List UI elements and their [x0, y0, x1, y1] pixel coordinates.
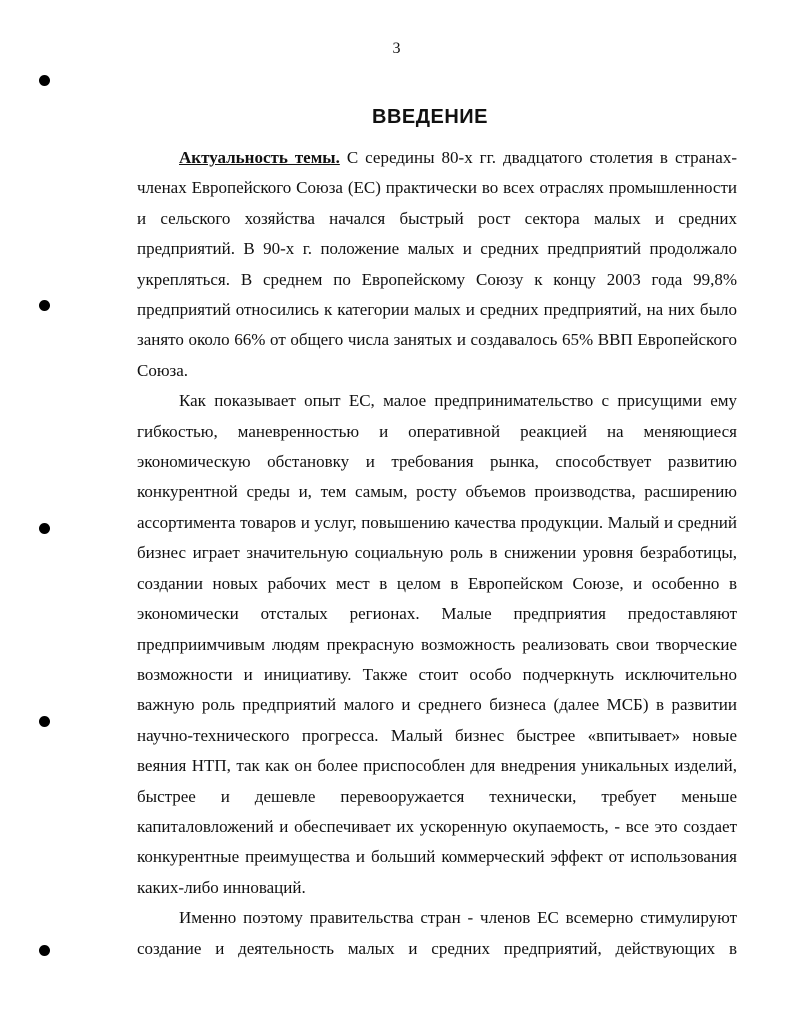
binder-hole-mark — [39, 523, 50, 534]
paragraph-text: Как показывает опыт ЕС, малое предпринимательство с присущими ему гибкостью, маневренностью и оперативной реакцией на меняющиеся экономическую обстановку и требования рынка, способствует развитию конкурентной среды и, тем самым, росту объемов производства, расширению ассортимента товаров и услуг, повышению качества продукции. Малый и средний бизнес играет значительную социальную роль в снижении уровня безработицы, создании новых рабочих мест в целом в Европейском Союзе, и особенно в экономически отсталых регионах. Малые предприятия предоставляют предприимчивым людям прекрасную возможность реализовать свои творческие возможности и инициативу. Также стоит особо подчеркнуть исключительно важную роль предприятий малого и среднего бизнеса (далее МСБ) в развитии научно-технического прогресса. Малый бизнес быстрее «впитывает» новые веяния НТП, так как он более приспособлен для внедрения уникальных изделий, быстрее и дешевле перевооружается технически, требует меньше капиталовложений и обеспечивает их ускоренную окупаемость, - все это создает конкурентные преимущества и больший коммерческий эффект от использования каких-либо инноваций. — [137, 391, 737, 897]
relevance-label: Актуальность темы. — [179, 148, 340, 167]
page-heading: ВВЕДЕНИЕ — [372, 106, 488, 128]
binder-hole-mark — [39, 300, 50, 311]
paragraph-relevance — [137, 143, 737, 386]
binder-hole-mark — [39, 75, 50, 86]
page-number: 3 — [392, 40, 401, 57]
paragraph-government-support — [137, 903, 737, 964]
binder-hole-mark — [39, 716, 50, 727]
paragraph-text: Именно поэтому правительства стран - членов ЕС всемерно стимулируют создание и деятельность малых и средних предприятий, действующих в — [137, 908, 737, 958]
binder-hole-mark — [39, 945, 50, 956]
document-body — [137, 143, 737, 964]
paragraph-text: С середины 80-х гг. двадцатого столетия в странах-членах Европейского Союза (ЕС) практически во всех отраслях промышленности и сельского хозяйства начался быстрый рост сектора малых и средних предприятий. В 90-х г. положение малых и средних предприятий продолжало укрепляться. В среднем по Европейскому Союзу к концу 2003 года 99,8% предприятий относились к категории малых и средних предприятий, на них было занято около 66% от общего числа занятых и создавалось 65% ВВП Европейского Союза. — [137, 148, 737, 380]
paragraph-eu-experience — [137, 386, 737, 903]
